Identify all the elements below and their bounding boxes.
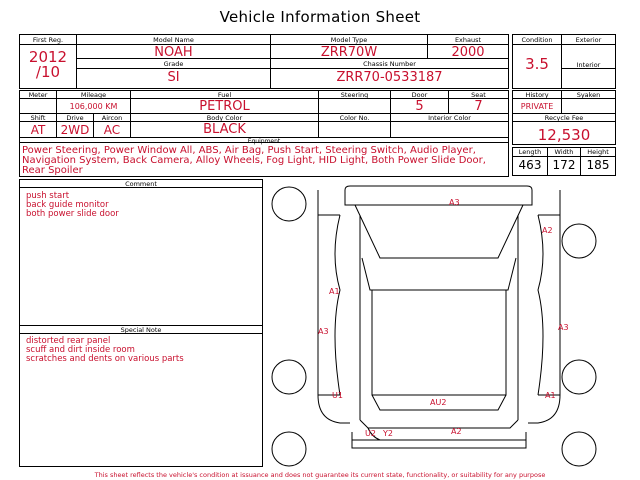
mileage-value: 106,000 KM (69, 102, 118, 111)
first-reg-month: /10 (35, 63, 61, 81)
color-no-label: Color No. (339, 114, 370, 122)
first-reg-label: First Reg. (32, 36, 64, 44)
fuel-label: Fuel (217, 91, 232, 99)
grade-label: Grade (163, 60, 184, 68)
sheet-title: Vehicle Information Sheet (219, 8, 421, 26)
mileage-label: Mileage (80, 91, 107, 99)
syaken-label: Syaken (576, 91, 601, 99)
interior-color-label: Interior Color (428, 114, 471, 122)
damage-mark-u2: U2 (365, 429, 376, 438)
condition-label: Condition (521, 36, 553, 44)
steering-label: Steering (340, 91, 369, 99)
comment-label: Comment (125, 180, 157, 188)
wheel-rear-left (272, 360, 306, 394)
fuel-value: PETROL (199, 99, 250, 114)
chassis-number-label: Chassis Number (363, 60, 416, 68)
recycle-fee-value: 12,530 (537, 126, 591, 144)
height-label: Height (587, 148, 609, 156)
comment-line: push start (26, 191, 70, 201)
wheel-rear-right (562, 360, 596, 394)
damage-mark-a2-front-right: A2 (542, 226, 553, 235)
equipment-label: Equipment (247, 138, 281, 145)
damage-mark-au2: AU2 (430, 398, 447, 407)
width-label: Width (554, 148, 574, 156)
length-value: 463 (518, 158, 542, 172)
exhaust-label: Exhaust (454, 36, 482, 44)
wheel-front-right (562, 224, 596, 258)
body-color-label: Body Color (206, 114, 243, 122)
special-note-label: Special Note (120, 326, 162, 334)
aircon-value: AC (103, 123, 121, 137)
grade-value: SI (167, 70, 180, 85)
shift-value: AT (30, 123, 46, 137)
special-note-line: scratches and dents on various parts (26, 354, 184, 364)
aircon-label: Aircon (101, 114, 123, 122)
comment-line: both power slide door (26, 209, 119, 219)
shift-label: Shift (30, 114, 46, 122)
damage-mark-u1: U1 (332, 391, 343, 400)
condition-value: 3.5 (525, 55, 549, 73)
damage-mark-a1-left: A1 (329, 287, 340, 296)
damage-mark-a2-rear: A2 (451, 427, 462, 436)
wheel-front-left (272, 187, 306, 221)
disclaimer-footer: This sheet reflects the vehicle's condition at issuance and does not guarantee its current state, functionality, or suitability for any purpose (94, 471, 546, 479)
drive-value: 2WD (60, 123, 90, 137)
comment-line: back guide monitor (26, 200, 109, 210)
seat-value: 7 (474, 99, 483, 114)
model-type-value: ZRR70W (320, 45, 378, 60)
door-label: Door (411, 91, 428, 99)
recycle-fee-label: Recycle Fee (544, 114, 584, 122)
model-name-value: NOAH (154, 45, 193, 60)
door-value: 5 (415, 99, 424, 114)
body-color-value: BLACK (203, 122, 246, 137)
model-type-label: Model Type (330, 36, 368, 44)
drive-label: Drive (66, 114, 84, 122)
chassis-number-value: ZRR70-0533187 (336, 70, 443, 85)
damage-mark-y2: Y2 (383, 429, 393, 438)
history-label: History (525, 91, 549, 99)
wheel-spare-right (562, 432, 596, 466)
exhaust-value: 2000 (451, 45, 485, 60)
damage-mark-a3-left: A3 (318, 327, 329, 336)
length-label: Length (518, 148, 542, 156)
interior-label: Interior (576, 61, 601, 69)
equipment-list: Power Steering, Power Window All, ABS, Air Bag, Push Start, Steering Switch, Audio Player, Navigation System, Back Camera, Alloy Wheels, Fog Light, HID Light, Both Power Slide Door, Rear Spoiler (22, 145, 486, 176)
exterior-label: Exterior (575, 36, 602, 44)
history-value: PRIVATE (520, 102, 554, 111)
damage-mark-a3-front: A3 (449, 198, 460, 207)
first-reg-year: 2012 (28, 48, 68, 66)
meter-label: Meter (28, 91, 48, 99)
damage-mark-a3-right: A3 (558, 323, 569, 332)
special-note-line: scuff and dirt inside room (26, 345, 135, 355)
seat-label: Seat (471, 91, 486, 99)
width-value: 172 (552, 158, 576, 172)
wheel-spare-left (272, 432, 306, 466)
special-note-line: distorted rear panel (26, 336, 111, 346)
height-value: 185 (586, 158, 610, 172)
damage-mark-a1-right: A1 (545, 391, 556, 400)
model-name-label: Model Name (153, 36, 194, 44)
